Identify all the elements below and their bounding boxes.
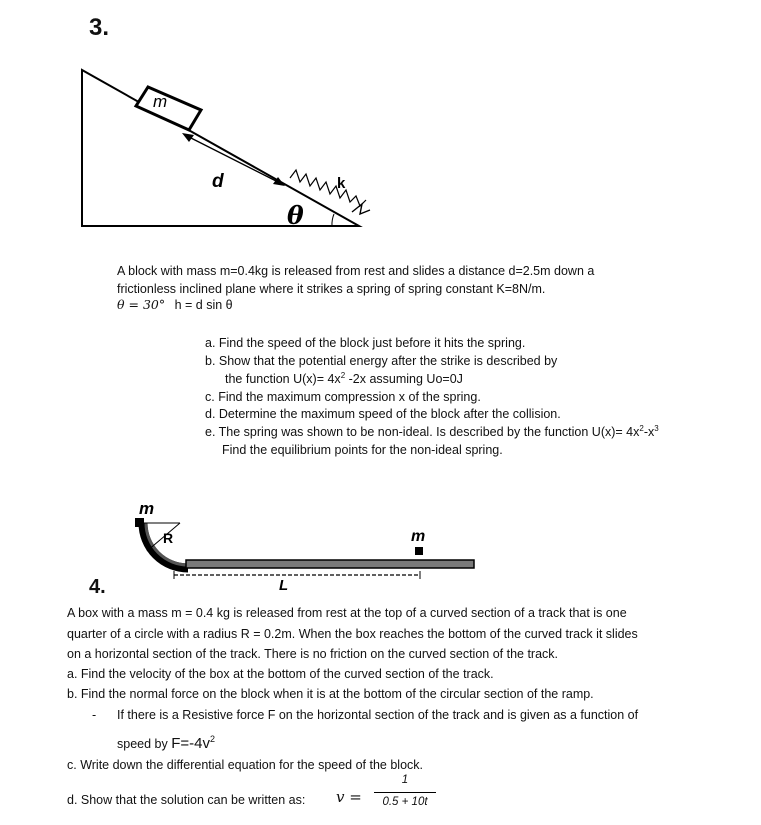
angle-label: θ bbox=[287, 201, 304, 230]
incline-diagram bbox=[70, 60, 390, 235]
radius-label: R bbox=[163, 530, 174, 546]
problem-3-intro-line-2: frictionless inclined plane where it strikes a spring of spring constant K=8N/m. bbox=[117, 282, 546, 296]
solution-v: v = bbox=[336, 788, 362, 806]
solution-denominator: 0.5 + 10t bbox=[382, 796, 428, 808]
angle-arc bbox=[332, 214, 334, 226]
distance-label: d bbox=[212, 171, 224, 192]
problem-4-number: 4. bbox=[89, 576, 106, 598]
part-b-exponent: 2 bbox=[340, 371, 346, 380]
problem-4-resistive-line-2 bbox=[117, 729, 215, 754]
part-b-fn-text: the function U(x)= 4x bbox=[225, 372, 341, 386]
part-e-exponent-1: 2 bbox=[639, 424, 644, 433]
given-height: h = d sin θ bbox=[174, 298, 233, 312]
problem-4-intro-line-2: quarter of a circle with a radius R = 0.2m. When the box reaches the bottom of the curved track it slides bbox=[67, 627, 638, 641]
solution-variable bbox=[336, 788, 362, 806]
block-mass-label: m bbox=[153, 92, 168, 111]
problem-3-part-b-line-1: b. Show that the potential energy after the strike is described by bbox=[205, 354, 558, 368]
distance-arrow bbox=[182, 133, 285, 186]
problem-4-part-c: c. Write down the differential equation for the speed of the block. bbox=[67, 758, 424, 772]
track-block bbox=[415, 547, 423, 555]
given-angle: θ = 30° bbox=[117, 297, 166, 312]
spring-end bbox=[352, 204, 370, 214]
spring-constant-label: k bbox=[337, 175, 346, 192]
part-b-fn-rest: -2x assuming Uo=0J bbox=[345, 372, 463, 386]
problem-3-intro-line-1: A block with mass m=0.4kg is released from rest and slides a distance d=2.5m down a bbox=[117, 264, 595, 278]
block-m bbox=[136, 87, 201, 130]
resistive-prefix: speed by bbox=[117, 737, 172, 751]
problem-4-resistive-line-1: If there is a Resistive force F on the horizontal section of the track and is given as a function of bbox=[117, 708, 639, 722]
problem-3-givens bbox=[117, 297, 233, 313]
problem-4-intro-line-1: A box with a mass m = 0.4 kg is released from rest at the top of a curved section of a track that is one bbox=[67, 606, 627, 620]
track-block-mass-label: m bbox=[411, 528, 426, 545]
resistive-equation: F=-4v bbox=[171, 735, 210, 752]
problem-4-intro-line-3: on a horizontal section of the track. There is no friction on the curved section of the track. bbox=[67, 647, 559, 661]
top-mass-label: m bbox=[139, 499, 155, 518]
problem-4-part-a: a. Find the velocity of the box at the bottom of the curved section of the track. bbox=[67, 667, 494, 681]
solution-numerator: 1 bbox=[401, 774, 409, 786]
part-e-exponent-2: 3 bbox=[654, 424, 659, 433]
problem-3-part-b-line-2 bbox=[225, 371, 463, 387]
part-e-fn-text: e. The spring was shown to be non-ideal. Is described by the function U(x)= 4x bbox=[205, 425, 640, 439]
fraction-bar bbox=[374, 792, 436, 793]
problem-3-part-e-line-1 bbox=[205, 424, 659, 440]
problem-3-number: 3. bbox=[89, 14, 110, 41]
problem-3-part-e-line-2: Find the equilibrium points for the non-ideal spring. bbox=[222, 443, 503, 457]
part-e-fn-mid: -x bbox=[643, 425, 655, 439]
horizontal-track bbox=[186, 560, 474, 568]
problem-4-dash: - bbox=[92, 708, 97, 722]
incline-plane bbox=[82, 70, 359, 226]
resistive-exponent: 2 bbox=[209, 734, 215, 744]
track-diagram bbox=[120, 490, 490, 590]
problem-3-part-a: a. Find the speed of the block just before it hits the spring. bbox=[205, 336, 526, 350]
problem-4-part-b: b. Find the normal force on the block when it is at the bottom of the circular section of the ramp. bbox=[67, 687, 594, 701]
problem-3-part-d: d. Determine the maximum speed of the block after the collision. bbox=[205, 407, 561, 421]
length-label: L bbox=[279, 577, 289, 590]
problem-3-part-c: c. Find the maximum compression x of the spring. bbox=[205, 390, 481, 404]
problem-4-part-d: d. Show that the solution can be written as: bbox=[67, 793, 306, 807]
